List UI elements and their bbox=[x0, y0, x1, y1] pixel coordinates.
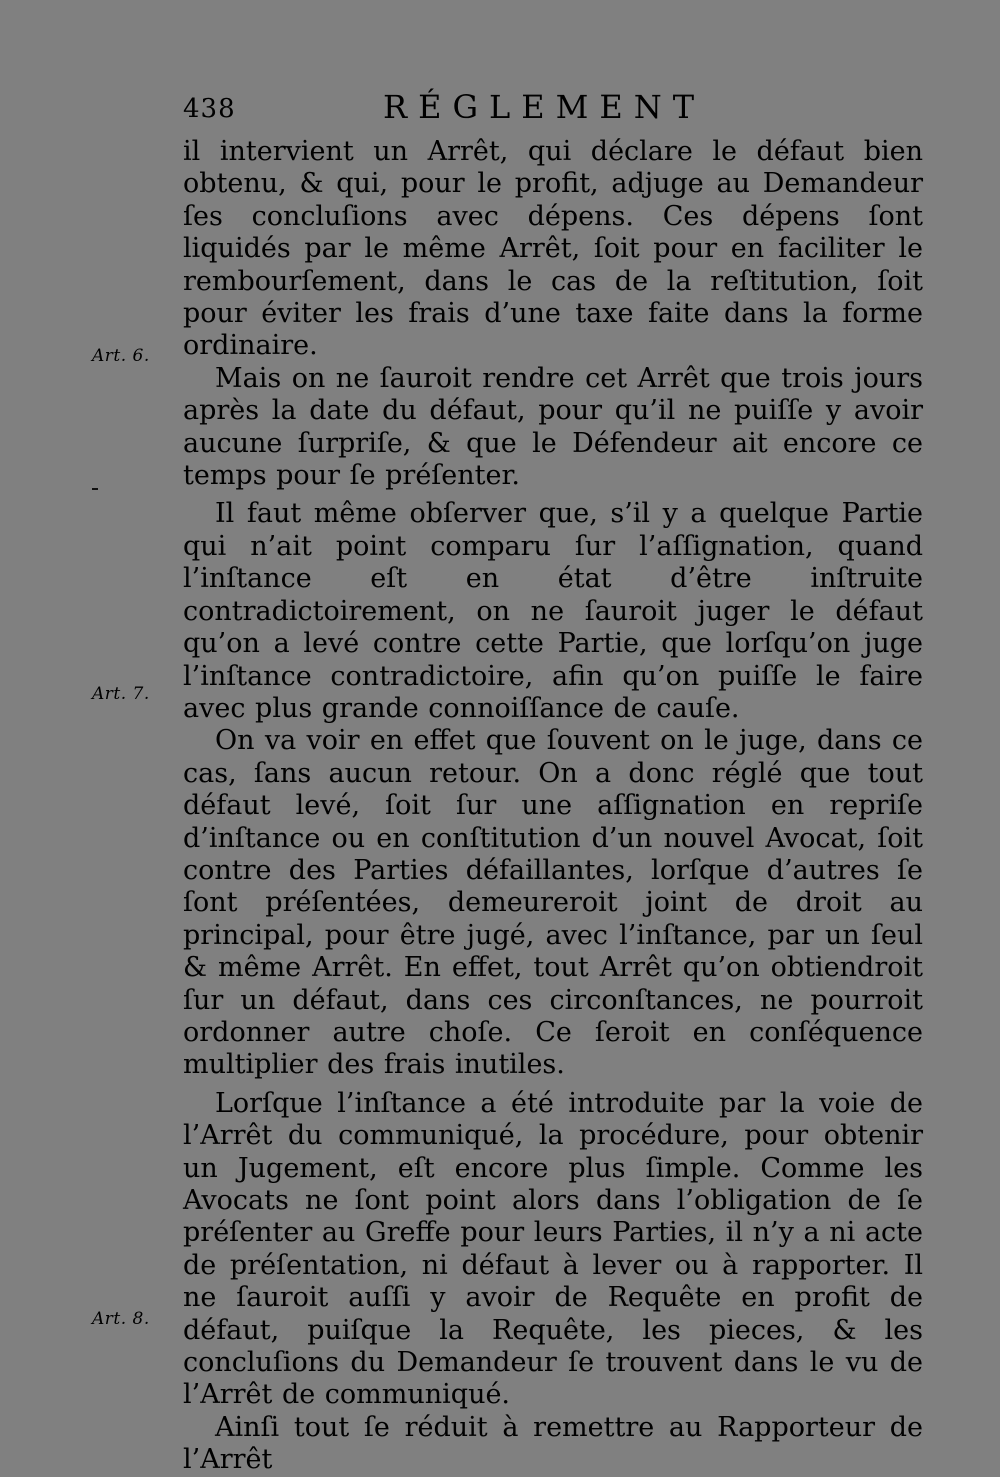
body-text bbox=[183, 136, 923, 1477]
margin-note-art-6: Art. 6. bbox=[92, 346, 150, 366]
margin-note-art-7: Art. 7. bbox=[92, 684, 150, 704]
margin-note-art-8: Art. 8. bbox=[92, 1309, 150, 1329]
page-number: 438 bbox=[183, 94, 236, 124]
paragraph-1: il intervient un Arrêt, qui déclare le défaut bien obtenu, & qui, pour le profit, adjuge au Demandeur ſes concluſions avec dépens. Ces dépens ſont liquidés par le même Arrêt, ſoit pour en faciliter le rembourſement, dans le cas de la reſtitution, ſoit pour éviter les frais d’une taxe faite dans la forme ordinaire. bbox=[183, 136, 923, 362]
print-speck bbox=[92, 488, 98, 490]
paragraph-6: Ainſi tout ſe réduit à remettre au Rapporteur de l’Arrêt bbox=[183, 1411, 923, 1476]
running-title: RÉGLEMENT bbox=[383, 88, 706, 126]
paragraph-3: Il faut même obſerver que, s’il y a quelque Partie qui n’ait point comparu ſur l’aſſignation, quand l’inſtance eſt en état d’être inſtruite contradictoirement, on ne ſauroit juger le défaut qu’on a levé contre cette Partie, que lorſqu’on juge l’inſtance contradictoire, afin qu’on puiſſe le faire avec plus grande connoiſſance de cauſe. bbox=[183, 498, 923, 724]
paragraph-5: Lorſque l’inſtance a été introduite par la voie de l’Arrêt du communiqué, la procédure, pour obtenir un Jugement, eſt encore plus ſimple. Comme les Avocats ne ſont point alors dans l’obligation de ſe préſenter au Greffe pour leurs Parties, il n’y a ni acte de préſentation, ni défaut à lever ou à rapporter. Il ne ſauroit auſſi y avoir de Requête en profit de défaut, puiſque la Requête, les pieces, & les concluſions du Demandeur ſe trouvent dans le vu de l’Arrêt de communiqué. bbox=[183, 1087, 923, 1411]
page-header bbox=[183, 88, 923, 128]
paragraph-4: On va voir en effet que ſouvent on le juge, dans ce cas, ſans aucun retour. On a donc réglé que tout défaut levé, ſoit ſur une aſſignation en repriſe d’inſtance ou en conſtitution d’un nouvel Avocat, ſoit contre des Parties défaillantes, lorſque d’autres ſe ſont préſentées, demeureroit joint de droit au principal, pour être jugé, avec l’inſtance, par un ſeul & même Arrêt. En effet, tout Arrêt qu’on obtiendroit ſur un défaut, dans ces circonſtances, ne pourroit ordonner autre choſe. Ce ſeroit en conſéquence multiplier des frais inutiles. bbox=[183, 725, 923, 1081]
paragraph-2: Mais on ne ſauroit rendre cet Arrêt que trois jours après la date du défaut, pour qu’il ne puiſſe y avoir aucune ſurpriſe, & que le Défendeur ait encore ce temps pour ſe préſenter. bbox=[183, 362, 923, 492]
